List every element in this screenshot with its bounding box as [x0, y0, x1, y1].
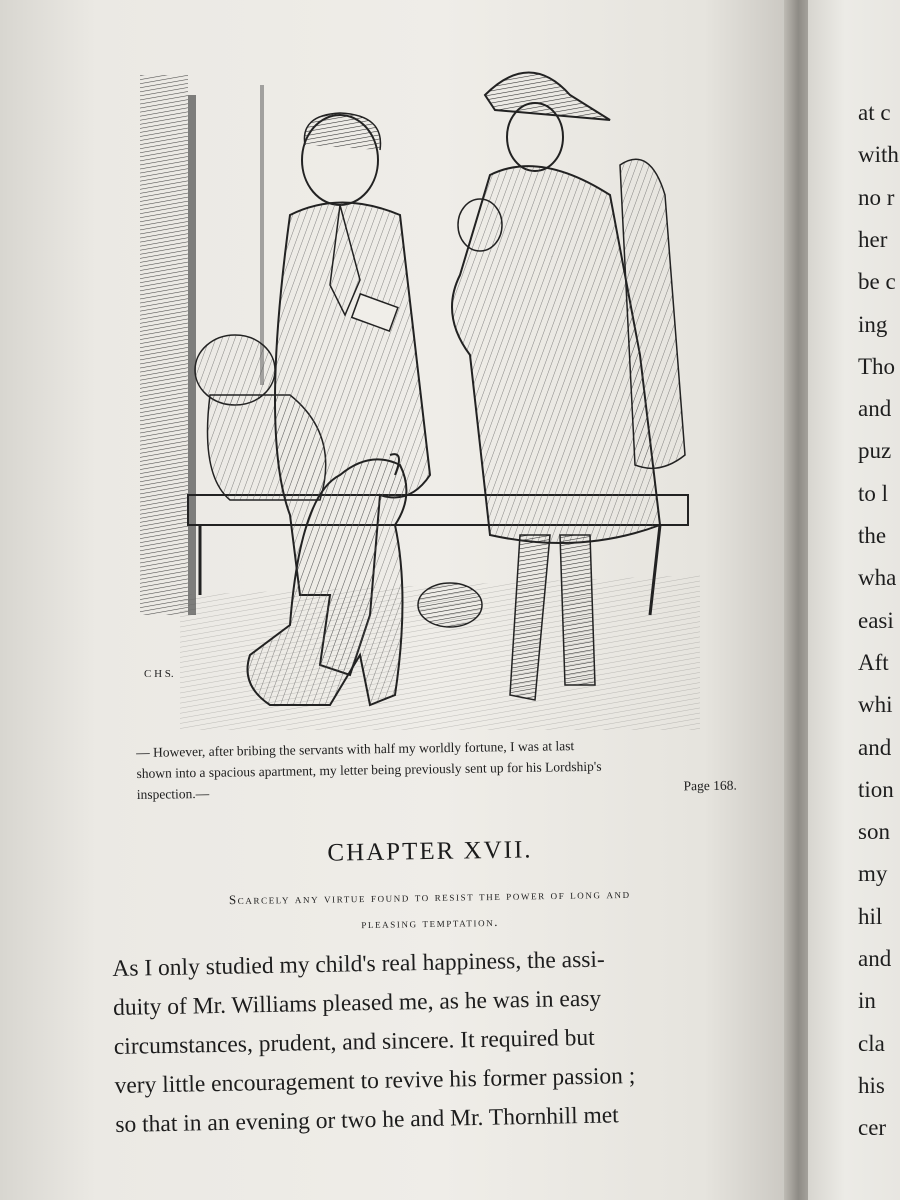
- right-page-line: her: [858, 226, 888, 252]
- chapter-body: [112, 938, 746, 1145]
- right-page-line: his: [858, 1072, 885, 1098]
- engraving-illustration: [140, 55, 700, 730]
- body-line: very little encouragement to revive his former passion ;: [114, 1062, 636, 1099]
- caption-line: — However, after bribing the servants with half my worldly fortune, I was at last: [136, 738, 575, 760]
- right-page: [808, 0, 900, 1200]
- right-page-line: my: [858, 861, 888, 887]
- right-page-line: and: [858, 396, 892, 422]
- right-page-line: to l: [858, 480, 889, 506]
- right-page-line: Tho: [858, 353, 896, 379]
- right-page-line: at c: [858, 100, 891, 125]
- right-page-line: whi: [858, 692, 893, 718]
- right-page-line: puz: [858, 438, 892, 464]
- right-page-line: with: [858, 142, 899, 168]
- right-page-line: Aft: [858, 649, 889, 675]
- right-page-line: wha: [858, 565, 897, 591]
- right-page-line: hil: [858, 903, 883, 929]
- right-page-line: tion: [858, 776, 894, 802]
- right-page-line: cer: [858, 1115, 887, 1141]
- right-page-line: easi: [858, 607, 894, 633]
- body-line: As I only studied my child's real happiness, the assi-: [112, 946, 605, 982]
- right-page-line: and: [858, 946, 892, 971]
- artist-signature: C H S.: [144, 668, 174, 680]
- right-page-line: no r: [858, 184, 895, 210]
- book-gutter: [784, 0, 810, 1200]
- right-page-line: ing: [858, 311, 888, 337]
- page-reference: Page 168.: [683, 777, 737, 794]
- body-line: duity of Mr. Williams pleased me, as he was in easy: [112, 985, 602, 1021]
- body-line: circumstances, prudent, and sincere. It required but: [113, 1024, 595, 1060]
- right-page-line: son: [858, 819, 890, 845]
- caption-line: inspection.—: [136, 785, 210, 802]
- right-page-line: and: [858, 734, 892, 760]
- right-page-line: cla: [858, 1030, 885, 1056]
- chapter-subtitle: [110, 879, 751, 941]
- caption-line: shown into a spacious apartment, my letter being previously sent up for his Lordship's: [136, 758, 602, 781]
- right-page-line: in: [858, 988, 876, 1014]
- right-page-line: be c: [858, 269, 896, 295]
- subtitle-line: pleasing temptation.: [361, 913, 500, 932]
- right-page-line: the: [858, 523, 887, 548]
- body-line: so that in an evening or two he and Mr. Thornhill met: [115, 1102, 619, 1138]
- subtitle-line: Scarcely any virtue found to resist the power of long and: [228, 885, 631, 908]
- chapter-title: CHAPTER XVII.: [327, 836, 533, 867]
- illustration-caption: [136, 733, 737, 805]
